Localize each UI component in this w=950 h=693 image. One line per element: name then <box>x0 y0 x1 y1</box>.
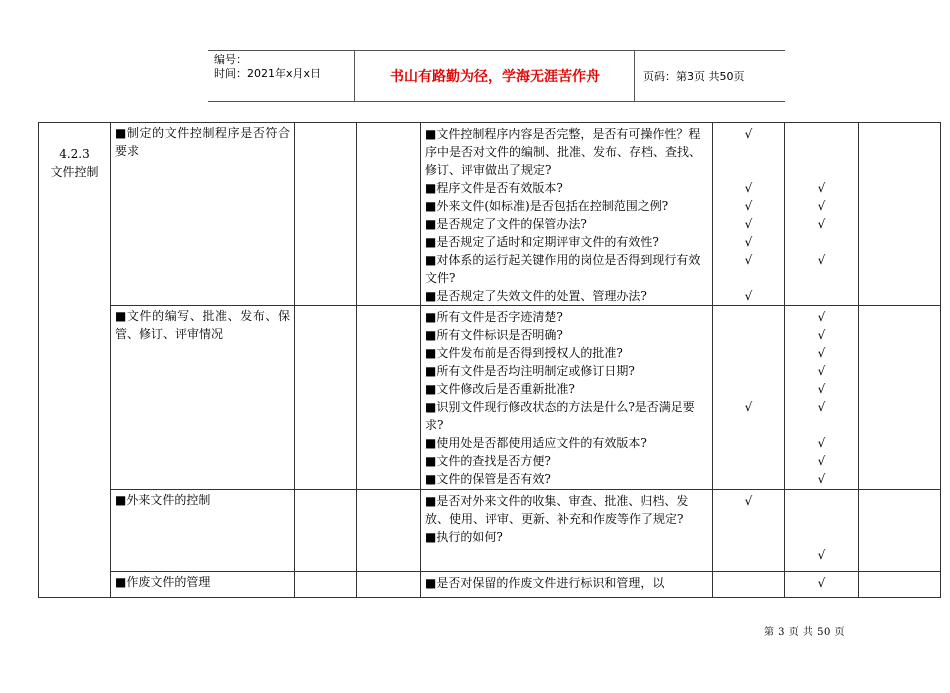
question-text: ■是否规定了适时和定期评审文件的有效性? <box>425 235 659 249</box>
question-cell <box>421 572 713 598</box>
time-label: 时间：2021年x月x日 <box>214 67 322 80</box>
section-title: 文件控制 <box>50 165 99 179</box>
question-cell <box>421 490 713 572</box>
question-text: ■所有文件是否字迹清楚? <box>425 310 563 324</box>
table-row <box>39 306 941 490</box>
check-mark: √ <box>817 328 826 342</box>
check-spacer <box>785 269 858 287</box>
check-mark: √ <box>817 472 826 486</box>
check-spacer <box>713 143 784 161</box>
table-row <box>39 490 941 572</box>
check-mark: √ <box>744 400 753 414</box>
audit-checklist-table <box>38 122 941 598</box>
check-blank <box>713 452 784 470</box>
empty-cell <box>295 123 357 306</box>
question-text: ■使用处是否都使用适应文件的有效版本? <box>425 436 647 450</box>
check-spacer <box>785 510 858 528</box>
check-spacer <box>785 416 858 434</box>
check-blank <box>785 287 858 305</box>
check-mark: √ <box>744 289 753 303</box>
empty-cell <box>357 306 421 490</box>
empty-cell <box>357 572 421 598</box>
check-blank <box>785 125 858 143</box>
table-row <box>39 123 941 306</box>
question-text: ■是否规定了失效文件的处置、管理办法? <box>425 289 647 303</box>
page-footer: 第 3 页 共 50 页 <box>764 627 845 638</box>
empty-cell <box>859 490 941 572</box>
check-blank <box>785 233 858 251</box>
question-text: ■对体系的运行起关键作用的岗位是否得到现行有效文件? <box>425 253 701 285</box>
question-cell <box>421 123 713 306</box>
check-column-a <box>713 306 785 490</box>
audit-item: ■外来文件的控制 <box>111 490 295 572</box>
check-blank <box>713 574 784 592</box>
question-text: ■所有文件标识是否明确? <box>425 328 563 342</box>
question-text: ■执行的如何? <box>425 530 503 544</box>
check-column-a <box>713 490 785 572</box>
check-mark: √ <box>744 235 753 249</box>
question-text: ■是否对外来文件的收集、审查、批准、归档、发放、使用、评审、更新、补充和作废等作了规定? <box>425 494 689 526</box>
empty-cell <box>357 490 421 572</box>
check-mark: √ <box>817 400 826 414</box>
check-mark: √ <box>744 253 753 267</box>
check-spacer <box>713 510 784 528</box>
question-text: ■识别文件现行修改状态的方法是什么?是否满足要求? <box>425 400 695 432</box>
check-mark: √ <box>744 494 753 508</box>
section-cell <box>39 123 111 598</box>
check-blank <box>785 492 858 510</box>
page-header <box>208 50 785 102</box>
check-blank <box>713 470 784 488</box>
question-text: ■程序文件是否有效版本? <box>425 181 563 195</box>
check-spacer <box>785 161 858 179</box>
check-column-b <box>785 572 859 598</box>
question-text: ■所有文件是否均注明制定或修订日期? <box>425 364 635 378</box>
check-mark: √ <box>817 199 826 213</box>
check-blank <box>713 326 784 344</box>
header-meta-cell <box>208 51 355 101</box>
question-cell <box>421 306 713 490</box>
check-column-b <box>785 490 859 572</box>
question-text: ■文件控制程序内容是否完整，是否有可操作性？程序中是否对文件的编制、批准、发布、存档、查找、修订、评审做出了规定? <box>425 127 702 177</box>
check-mark: √ <box>744 127 753 141</box>
check-spacer <box>713 528 784 546</box>
check-mark: √ <box>817 382 826 396</box>
check-spacer <box>785 143 858 161</box>
audit-item: ■制定的文件控制程序是否符合要求 <box>111 123 295 306</box>
check-mark: √ <box>817 436 826 450</box>
question-text: ■文件修改后是否重新批准? <box>425 382 575 396</box>
check-mark: √ <box>817 181 826 195</box>
empty-cell <box>859 572 941 598</box>
check-column-b <box>785 123 859 306</box>
check-blank <box>713 434 784 452</box>
check-spacer <box>713 269 784 287</box>
question-text: ■文件发布前是否得到授权人的批准? <box>425 346 623 360</box>
check-mark: √ <box>817 217 826 231</box>
check-column-a <box>713 572 785 598</box>
check-blank <box>713 546 784 564</box>
check-mark: √ <box>744 217 753 231</box>
empty-cell <box>859 123 941 306</box>
check-mark: √ <box>817 310 826 324</box>
check-mark: √ <box>817 346 826 360</box>
audit-item: ■作废文件的管理 <box>111 572 295 598</box>
check-column-b <box>785 306 859 490</box>
check-mark: √ <box>817 454 826 468</box>
empty-cell <box>295 572 357 598</box>
header-slogan: 书山有路勤为径，学海无涯苦作舟 <box>356 51 635 101</box>
question-text: ■文件的保管是否有效? <box>425 472 551 486</box>
table-row <box>39 572 941 598</box>
check-spacer <box>713 161 784 179</box>
empty-cell <box>295 490 357 572</box>
empty-cell <box>859 306 941 490</box>
question-text: ■是否规定了文件的保管办法? <box>425 217 587 231</box>
check-column-a <box>713 123 785 306</box>
check-blank <box>713 344 784 362</box>
check-mark: √ <box>817 576 826 590</box>
empty-cell <box>357 123 421 306</box>
check-mark: √ <box>744 181 753 195</box>
check-mark: √ <box>817 253 826 267</box>
code-label: 编号： <box>214 53 247 66</box>
empty-cell <box>295 306 357 490</box>
check-mark: √ <box>744 199 753 213</box>
question-text: ■是否对保留的作废文件进行标识和管理，以 <box>425 576 665 590</box>
section-number: 4.2.3 <box>59 147 90 161</box>
question-text: ■外来文件(如标准)是否包括在控制范围之例? <box>425 199 669 213</box>
check-blank <box>713 308 784 326</box>
check-spacer <box>785 528 858 546</box>
check-spacer <box>713 416 784 434</box>
question-text: ■文件的查找是否方便? <box>425 454 551 468</box>
check-blank <box>713 362 784 380</box>
check-mark: √ <box>817 548 826 562</box>
header-page-number: 页码：第3页 共50页 <box>643 70 745 83</box>
check-blank <box>713 380 784 398</box>
check-mark: √ <box>817 364 826 378</box>
audit-item: ■文件的编写、批准、发布、保管、修订、评审情况 <box>111 306 295 490</box>
